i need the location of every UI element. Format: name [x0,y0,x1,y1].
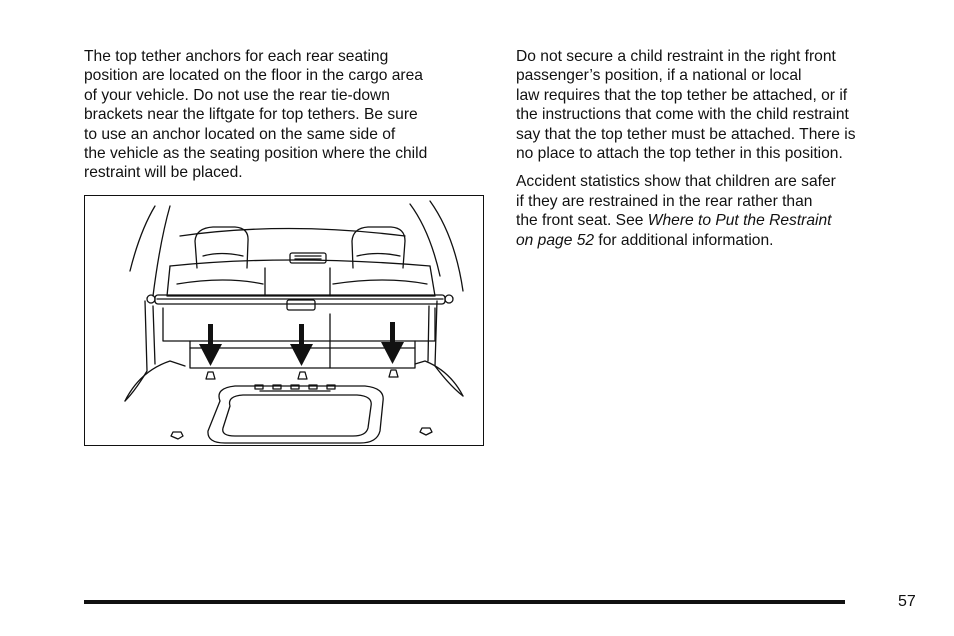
footer-rule [84,600,845,604]
arrow-center-icon [290,324,313,366]
arrow-left-icon [199,324,222,366]
rear-window [180,229,405,237]
right-side-trim [435,301,463,396]
text-line: Accident statistics show that children are safer [516,173,836,191]
text-line: no place to attach the top tether in this position. [516,145,843,163]
left-pillar-line [153,206,170,296]
right-side-trim [428,306,429,361]
text-line: to use an anchor located on the same side of [84,125,396,143]
seatback-contour [333,280,427,284]
right-pillar-line [430,201,463,291]
text-line: the instructions that come with the child restraint [516,106,849,124]
text-line: say that the top tether must be attached. There is [516,125,856,143]
cargo-cover-handle [287,300,315,310]
tie-down-left [171,432,183,439]
tether-anchor-center [298,372,307,379]
tether-anchor-left [206,372,215,379]
left-column [84,47,489,192]
cross-reference-page-link[interactable]: on page 52 [516,231,595,249]
tie-down-right [420,428,432,435]
cross-reference-link[interactable]: Where to Put the Restraint [647,212,832,230]
left-wheelwell [125,361,185,401]
text-line: brackets near the liftgate for top tethers. Be sure [84,106,418,124]
seatback-contour [177,280,263,284]
page-number: 57 [898,593,916,610]
text-line: Do not secure a child restraint in the right front [516,48,836,65]
right-headrest-detail [357,254,400,257]
right-wheelwell [415,361,463,396]
center-bracket [290,253,326,263]
text-line: The top tether anchors for each rear seating [84,48,389,65]
cargo-area-tether-anchor-illustration [84,195,484,446]
text-line: the vehicle as the seating position where the child [84,145,428,163]
left-side-trim [125,301,147,401]
left-side-trim [153,306,155,364]
text-line: law requires that the top tether be attached, or if [516,86,848,104]
text-line: restraint will be placed. [84,164,243,182]
tether-location-paragraph [84,47,489,183]
text-line [516,231,921,250]
right-column [516,47,921,259]
text-line: passenger’s position, if a national or local [516,67,802,85]
text-line: of your vehicle. Do not use the rear tie-down [84,86,390,104]
left-pillar-line [130,206,155,271]
text-line: if they are restrained in the rear rather than [516,192,813,210]
arrow-right-icon [381,322,404,364]
accident-statistics-paragraph [516,172,921,250]
floor-hatch-inner [223,395,371,436]
text-line [516,211,921,230]
front-seat-warning-paragraph [516,47,921,163]
text-run: the front seat. See [516,212,648,230]
left-headrest-detail [203,254,243,257]
text-line: position are located on the floor in the cargo area [84,67,423,85]
tether-anchor-right [389,370,398,377]
text-run: for additional information. [594,231,774,249]
